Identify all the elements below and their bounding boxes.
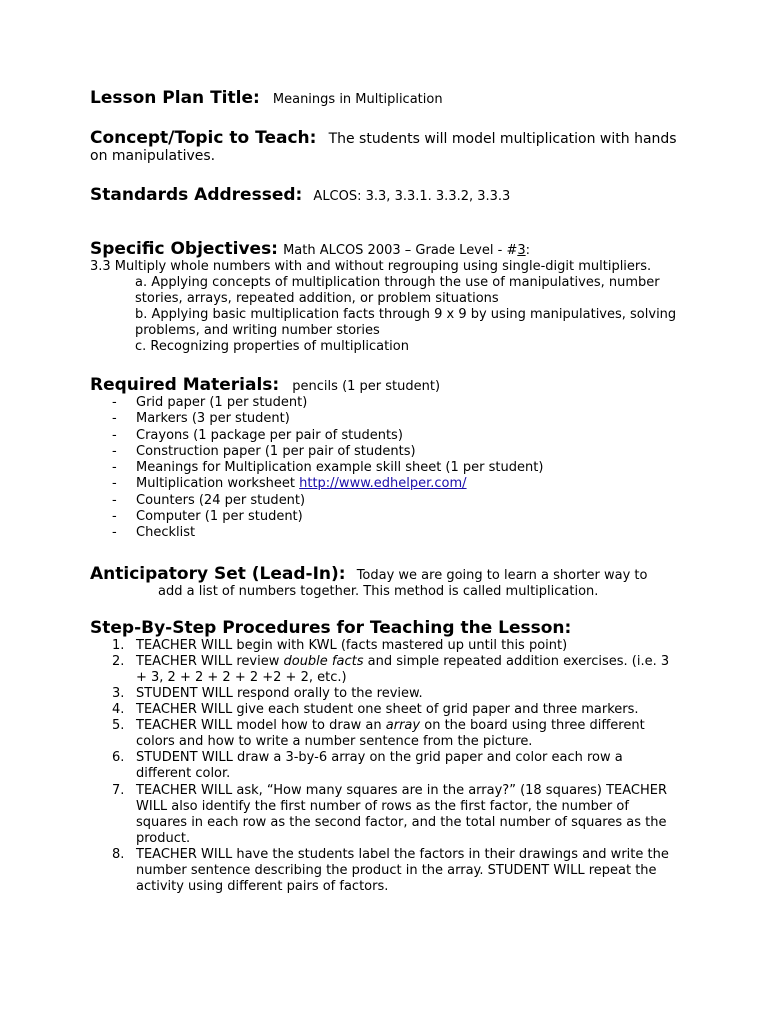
materials-label: Required Materials: bbox=[90, 375, 280, 395]
list-item: - Grid paper (1 per student) bbox=[112, 395, 308, 410]
objective-item: b. Applying basic multiplication facts through 9 x 9 by using manipulatives, solving problems, and writing number stories bbox=[135, 307, 677, 338]
list-item: - Meanings for Multiplication example skill sheet (1 per student) bbox=[112, 460, 544, 476]
list-item: - Construction paper (1 per pair of students) bbox=[112, 443, 416, 459]
concept-label: Concept/Topic to Teach: bbox=[90, 128, 317, 148]
concept-value: The students will model multiplication with hands on manipulatives. bbox=[90, 131, 677, 164]
objective-item: c. Recognizing properties of multiplication bbox=[135, 339, 409, 354]
objective-item: a. Applying concepts of multiplication through the use of manipulatives, number stories, arrays, repeated addition, or problem situations bbox=[135, 275, 660, 306]
anticipatory-label: Anticipatory Set (Lead-In): bbox=[90, 563, 346, 584]
lesson-title-value: Meanings in Multiplication bbox=[272, 92, 443, 107]
standards-value: ALCOS: 3.3, 3.3.1. 3.3.2, 3.3.3 bbox=[313, 189, 511, 204]
procedure-step: 8. TEACHER WILL have the students label the factors in their drawings and write the number sentence describing the product in the array. STUDENT WILL repeat the activity using different pairs of factors. bbox=[112, 846, 669, 895]
anticipatory-section bbox=[90, 564, 680, 600]
standards-label: Standards Addressed: bbox=[90, 185, 303, 205]
anticipatory-line2: add a list of numbers together. This method is called multiplication. bbox=[158, 583, 599, 599]
procedure-step: 2. TEACHER WILL review double facts and simple repeated addition exercises. (i.e. 3 + 3, 2 + 2 + 2 + 2 +2 + 2, etc.) bbox=[112, 653, 670, 685]
procedures-list bbox=[90, 638, 680, 896]
procedure-step: 3. STUDENT WILL respond orally to the review. bbox=[112, 685, 423, 701]
procedure-step: 7. TEACHER WILL ask, “How many squares are in the array?” (18 squares) TEACHER WILL also identify the first number of rows as the first factor, the number of squares in each row as the second factor, and the total number of squares as the product. bbox=[112, 782, 667, 846]
procedures-label: Step-By-Step Procedures for Teaching the Lesson: bbox=[90, 617, 572, 638]
standards-section bbox=[90, 185, 680, 205]
materials-section bbox=[90, 375, 680, 542]
procedure-step: 5. TEACHER WILL model how to draw an array on the board using three different colors and how to write a number sentence from the picture. bbox=[112, 718, 645, 750]
objective-main: 3.3 Multiply whole numbers with and without regrouping using single-digit multipliers. bbox=[90, 259, 652, 274]
edhelper-link[interactable]: http://www.edhelper.com/ bbox=[299, 476, 467, 492]
procedure-step: 4. TEACHER WILL give each student one sheet of grid paper and three markers. bbox=[112, 702, 639, 718]
materials-first: pencils (1 per student) bbox=[292, 379, 441, 394]
objectives-intro: Math ALCOS 2003 – Grade Level - #3: bbox=[283, 243, 531, 258]
objectives-section bbox=[90, 239, 680, 355]
procedure-step: 1. TEACHER WILL begin with KWL (facts mastered up until this point) bbox=[112, 637, 568, 653]
lesson-title-label: Lesson Plan Title: bbox=[90, 88, 260, 108]
list-item: - Counters (24 per student) bbox=[112, 492, 306, 508]
list-item: - Crayons (1 package per pair of students) bbox=[112, 427, 403, 443]
lesson-title-section bbox=[90, 88, 680, 108]
concept-section bbox=[90, 130, 680, 165]
procedure-step: 6. STUDENT WILL draw a 3-by-6 array on the grid paper and color each row a different color. bbox=[112, 750, 623, 782]
list-item: - Multiplication worksheet http://www.edhelper.com/ bbox=[112, 476, 467, 492]
list-item: - Checklist bbox=[112, 525, 196, 541]
list-item: - Computer (1 per student) bbox=[112, 509, 303, 525]
lesson-plan-document bbox=[90, 88, 680, 895]
objectives-label: Specific Objectives: bbox=[90, 239, 278, 259]
list-item: - Markers (3 per student) bbox=[112, 411, 290, 427]
procedures-section bbox=[90, 618, 680, 896]
anticipatory-line1: Today we are going to learn a shorter way to bbox=[356, 567, 648, 583]
materials-list bbox=[90, 395, 680, 542]
